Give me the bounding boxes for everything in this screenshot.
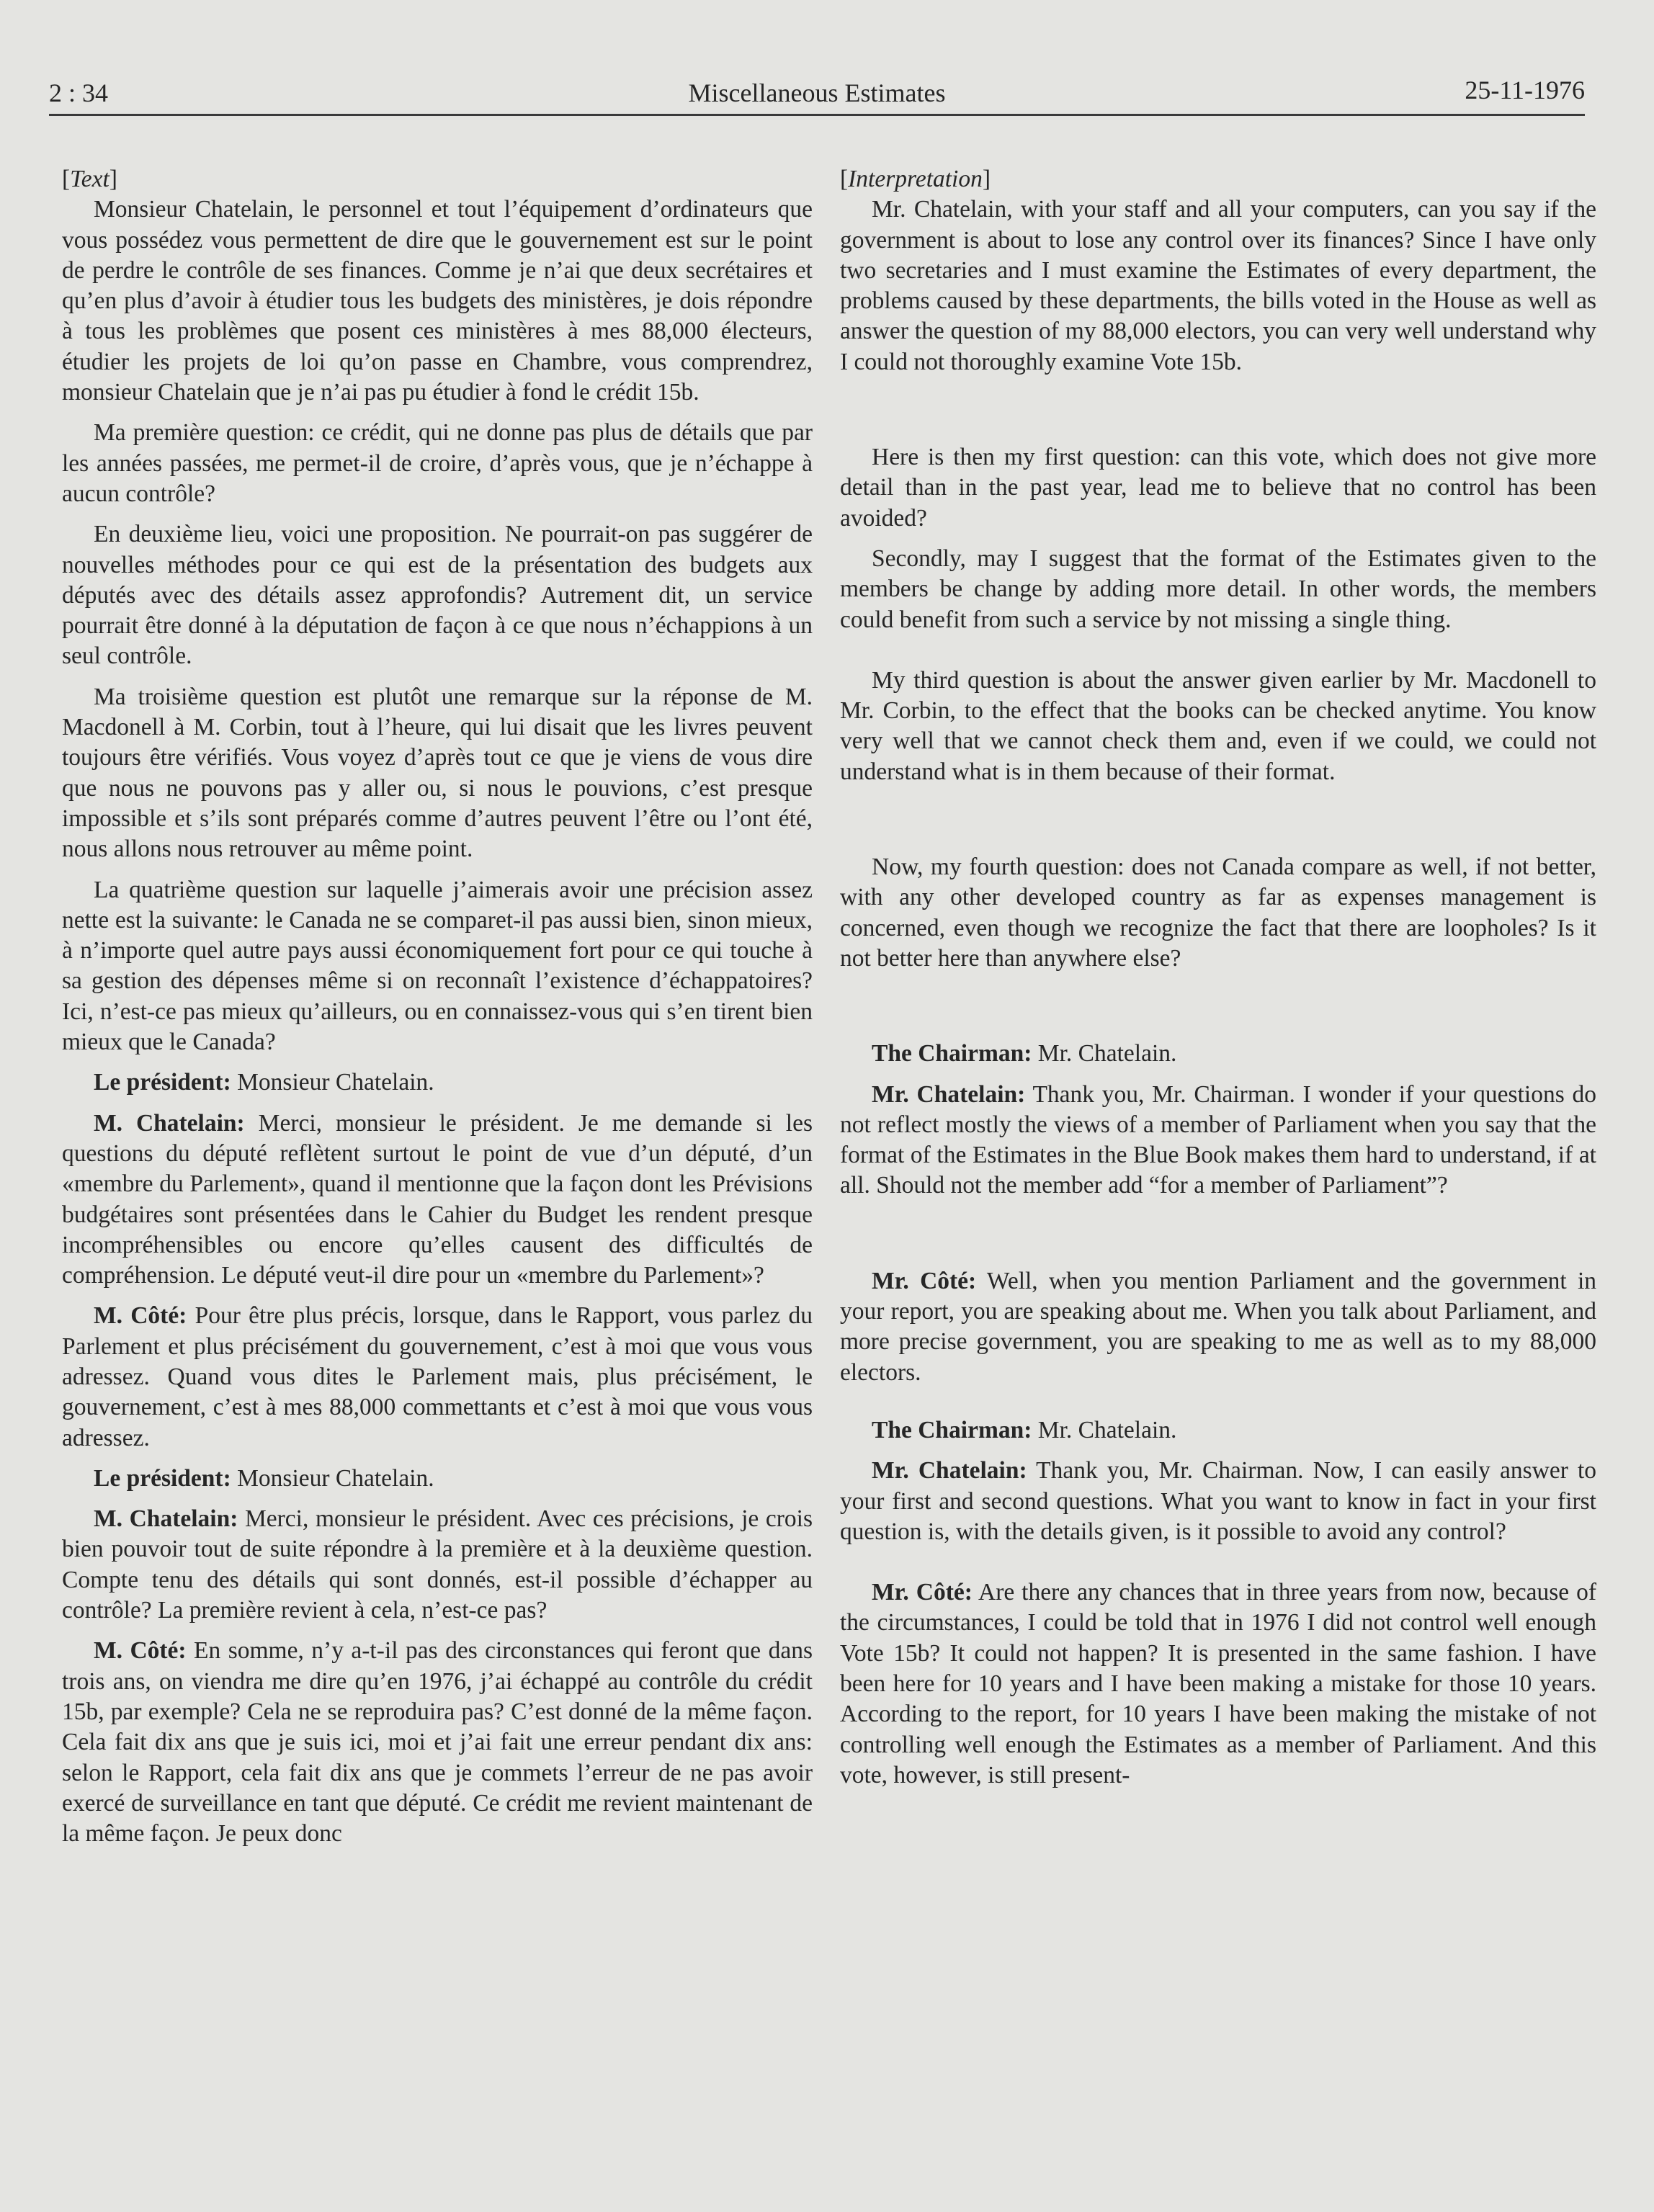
speaker-name: M. Chatelain: [94,1109,245,1137]
speech-paragraph [840,1577,1596,1791]
speaker-name: Mr. Chatelain: [872,1457,1027,1485]
speaker-name: Le président: [94,1464,231,1492]
speech-paragraph [840,1415,1596,1446]
speech-text: Mr. Chatelain. [1037,1040,1177,1067]
speech-paragraph [840,1080,1596,1201]
speaker-name: M. Chatelain: [94,1505,238,1533]
speaker-name: The Chairman: [872,1040,1032,1067]
speech-text: Monsieur Chatelain. [237,1464,434,1492]
speech-text: Mr. Chatelain. [1037,1416,1177,1443]
speech-paragraph [62,1504,813,1626]
paragraph: Mr. Chatelain, with your staff and all your computers, can you say if the government is about to lose any control over its finances? Since I have only two secretaries and I must examine the Estimates of every department, the problems caused by these departments, the bills voted in the House as well as answer the question of my 88,000 electors, you can very well understand why I could not thoroughly examine Vote 15b. [840,196,1596,375]
speaker-name: The Chairman: [872,1416,1032,1443]
speech-text: Thank you, Mr. Chairman. Now, I can easily answer to your first and second questions. What you want to know in fact in your first question is, with the details given, is it possible to avoid any control? [840,1457,1597,1545]
speaker-name: Mr. Chatelain: [872,1080,1026,1108]
paragraph: My third question is about the answer given earlier by Mr. Macdonell to Mr. Corbin, to the effect that the books can be checked anytime. You know very well that we cannot check them and, even if we could, we could not understand what is in them because of their format. [840,666,1596,785]
paragraph: Ma première question: ce crédit, qui ne donne pas plus de détails que par les années passées, me permet-il de croire, d’après vous, que je n’échappe à aucun contrôle? [62,419,813,507]
speech-text: Merci, monsieur le président. Avec ces précisions, je crois bien pouvoir tout de suite répondre à la première et à la deuxième question. Compte tenu des détails qui sont donnés, est-il possible d’échapper au contrôle? La première revient à cela, n’est-ce pas? [62,1505,813,1624]
speech-text: Are there any chances that in three years from now, because of the circumstances, I could be told that in 1976 I did not control well enough Vote 15b? It could not happen? It is presented in the same fashion. I have been here for 10 years and I have been making a mistake for those 10 years. According to the report, for 10 years I have been making the mistake of not controlling well enough the Estimates as a member of Parliament. And this vote, however, is still present- [840,1579,1596,1788]
paragraph: Now, my fourth question: does not Canada compare as well, if not better, with any other developed country as far as expenses management is concerned, even though we recognize the fact that there are loopholes? Is it not better here than anywhere else? [840,854,1596,972]
paragraph: Monsieur Chatelain, le personnel et tout l’équipement d’ordinateurs que vous possédez vous permettent de dire que le gouvernement est sur le point de perdre le contrôle de ses finances. Comme je n’ai que deux secrétaires et qu’en plus d’avoir à étudier tous les budgets des ministères, je dois répondre à tous les problèmes que posent ces ministères à mes 88,000 électeurs, étudier les projets de loi qu’on passe en Chambre, vous comprendrez, monsieur Chatelain que je n’ai pas pu étudier à fond le crédit 15b. [62,196,813,406]
speaker-name: Mr. Côté: [872,1267,977,1294]
speaker-name: M. Côté: [94,1637,187,1665]
text-section-tag: [Text] [62,166,117,192]
interpretation-section-tag: [Interpretation] [840,166,991,192]
speech-text: Well, when you mention Parliament and the government in your report, you are speaking about me. When you talk about Parliament, and more precise government, you are speaking to me as well as to my 88,000 electors. [840,1267,1596,1386]
speaker-name: Le président: [94,1069,231,1096]
header-date: 25-11-1976 [1465,76,1585,104]
speech-paragraph [62,1109,813,1291]
speech-paragraph [840,1039,1596,1069]
paragraph: Here is then my first question: can this vote, which does not give more detail than in the past year, lead me to believe that no control has been avoided? [840,444,1596,532]
english-interpretation-column [840,164,1596,1801]
interpretation-tag-label: Interpretation [848,166,983,192]
speech-text: Merci, monsieur le président. Je me demande si les questions du député reflètent surtout le point de vue d’un député, d’un «membre du Parlement», quand il mentionne que la façon dont les Prévisions budgétaires sont présentées dans le Cahier du Budget les rendent presque incompréhensibles ou encore qu’elles causent des difficultés de compréhension. Le député veut-il dire pour un «membre du Parlement»? [62,1109,813,1289]
running-title: Miscellaneous Estimates [688,79,946,107]
paragraph: Secondly, may I suggest that the format of the Estimates given to the members be change by adding more detail. In other words, the members could benefit from such a service by not missing a single thing. [840,545,1596,633]
page-number: 2 : 34 [49,79,109,107]
paragraph: Ma troisième question est plutôt une remarque sur la réponse de M. Macdonell à M. Corbin, tout à l’heure, qui lui disait que les livres peuvent toujours être vérifiés. Vous voyez d’après tout ce que je viens de vous dire que nous ne pouvons pas y aller ou, si nous le pouvions, c’est presque impossible et s’ils sont préparés comme d’autres peuvent l’être ou l’ont été, nous allons nous retrouver au même point. [62,683,813,863]
speech-paragraph [62,1067,813,1098]
speech-paragraph [62,1301,813,1453]
french-text-column [62,164,813,1859]
speech-paragraph [62,1636,813,1849]
speech-paragraph [62,1464,813,1494]
speaker-name: M. Côté: [94,1302,187,1330]
speaker-name: Mr. Côté: [872,1579,973,1606]
text-tag-label: Text [70,166,109,192]
speech-text: Pour être plus précis, lorsque, dans le Rapport, vous parlez du Parlement et plus précisément du gouvernement, c’est à moi que vous vous adressez. Quand vous dites le Parlement mais, plus précisément, le gouvernement, c’est à mes 88,000 commettants et c’est à moi que vous vous adressez. [62,1302,813,1451]
paragraph: En deuxième lieu, voici une proposition. Ne pourrait-on pas suggérer de nouvelles méthodes pour ce qui est de la présentation des budgets aux députés avec des détails assez approfondis? Autrement dit, un service pourrait être donné à la députation de façon à ce que nous n’échappions à un seul contrôle. [62,521,813,670]
paragraph: La quatrième question sur laquelle j’aimerais avoir une précision assez nette est la suivante: le Canada ne se comparet-il pas aussi bien, sinon mieux, à n’importe quel autre pays aussi économiquement fort pour ce qui touche à sa gestion des dépenses même si on reconnaît l’existence d’échappatoires? Ici, n’est-ce pas mieux qu’ailleurs, ou en connaissez-vous qui s’en tirent bien mieux que le Canada? [62,876,813,1056]
speech-text: Thank you, Mr. Chairman. I wonder if your questions do not reflect mostly the views of a member of Parliament when you say that the format of the Estimates in the Blue Book makes them hard to understand, if at all. Should not the member add “for a member of Parliament”? [840,1080,1596,1199]
speech-text: En somme, n’y a-t-il pas des circonstances qui feront que dans trois ans, on viendra me dire qu’en 1976, j’ai échappé au contrôle du crédit 15b, par exemple? Cela ne se reproduira pas? C’est donné de la même façon. Cela fait dix ans que je suis ici, moi et j’ai fait une erreur pendant dix ans: selon le Rapport, cela fait dix ans que je commets l’erreur de ne pas avoir exercé de surveillance en tant que député. Ce crédit me revient maintenant de la même façon. Je peux donc [62,1637,813,1848]
page-header [49,75,1585,116]
speech-text: Monsieur Chatelain. [237,1069,434,1096]
speech-paragraph [840,1266,1596,1388]
speech-paragraph [840,1456,1596,1547]
